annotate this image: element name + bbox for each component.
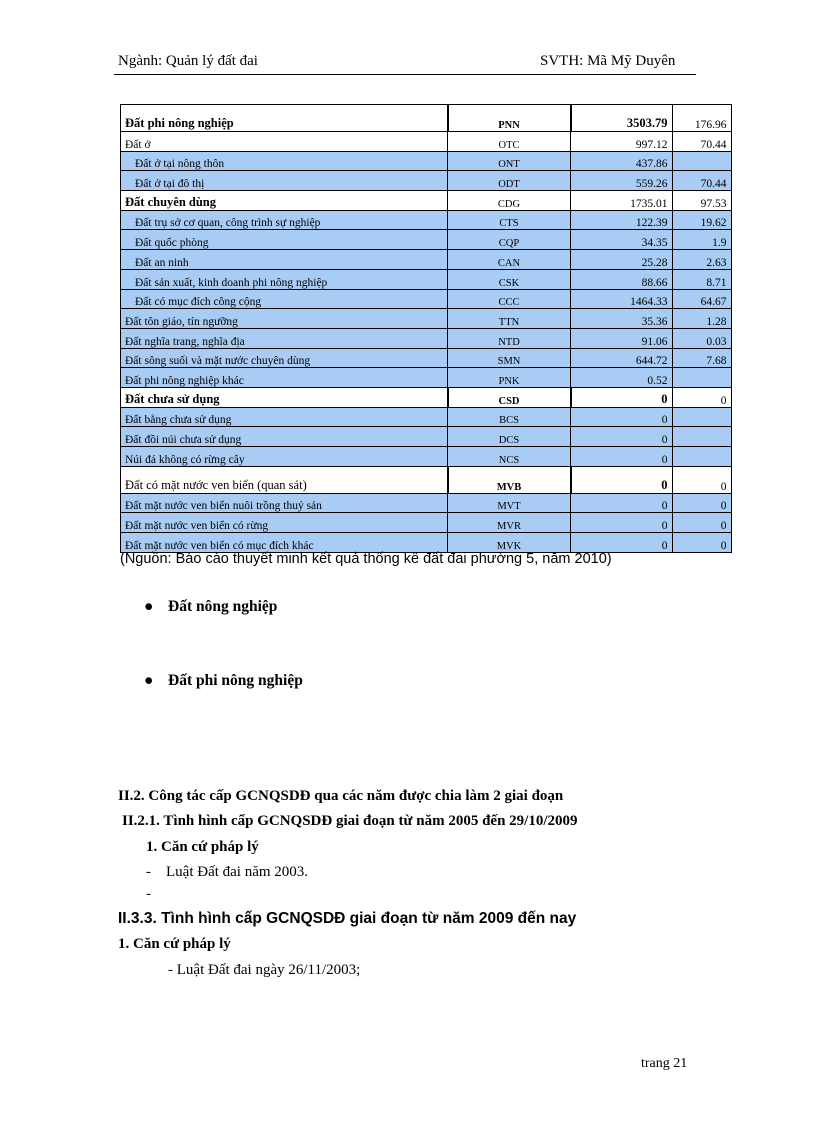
row-name: Đất mặt nước ven biển nuôi trồng thuỷ sản bbox=[121, 493, 448, 513]
table-row bbox=[121, 533, 732, 553]
row-pct: 70.44 bbox=[672, 132, 731, 152]
row-pct: 0 bbox=[672, 466, 731, 493]
row-code: MVR bbox=[448, 513, 571, 533]
row-code: NCS bbox=[448, 447, 571, 467]
row-pct: 97.53 bbox=[672, 191, 731, 211]
header-left: Ngành: Quản lý đất đai bbox=[118, 53, 258, 69]
page-number: trang 21 bbox=[641, 1056, 688, 1071]
land-use-table bbox=[120, 104, 732, 553]
row-pct: 0 bbox=[672, 533, 731, 553]
row-code: NTD bbox=[448, 328, 571, 348]
row-code: CTS bbox=[448, 210, 571, 230]
bullet-label: Đất phi nông nghiệp bbox=[168, 672, 303, 689]
table-row bbox=[121, 387, 732, 407]
row-code: OTC bbox=[448, 132, 571, 152]
row-pct: 19.62 bbox=[672, 210, 731, 230]
row-code: MVK bbox=[448, 533, 571, 553]
row-pct: 2.63 bbox=[672, 250, 731, 270]
row-pct: 0.03 bbox=[672, 328, 731, 348]
table-row bbox=[121, 466, 732, 493]
row-area: 0 bbox=[571, 493, 673, 513]
section-heading-3-3: II.3.3. Tình hình cấp GCNQSDĐ giai đoạn từ năm 2009 đến nay bbox=[118, 910, 577, 927]
row-code: BCS bbox=[448, 407, 571, 427]
bullet-dot-icon: ● bbox=[144, 672, 154, 689]
row-pct: 176.96 bbox=[672, 105, 731, 132]
row-area: 437.86 bbox=[571, 151, 673, 171]
bullet-item bbox=[144, 598, 277, 616]
row-code: CCC bbox=[448, 289, 571, 309]
row-area: 91.06 bbox=[571, 328, 673, 348]
table-row bbox=[121, 407, 732, 427]
row-area: 3503.79 bbox=[571, 105, 673, 132]
row-code: CQP bbox=[448, 230, 571, 250]
row-name: Đất nghĩa trang, nghĩa địa bbox=[121, 328, 448, 348]
row-area: 997.12 bbox=[571, 132, 673, 152]
row-name: Đất trụ sở cơ quan, công trình sự nghiệp bbox=[121, 210, 448, 230]
table-row bbox=[121, 493, 732, 513]
row-pct bbox=[672, 151, 731, 171]
row-name: Đất chưa sử dụng bbox=[121, 387, 448, 407]
row-pct bbox=[672, 447, 731, 467]
header-rule bbox=[114, 74, 696, 75]
row-area: 0 bbox=[571, 533, 673, 553]
law-item: - Luật Đất đai ngày 26/11/2003; bbox=[168, 962, 361, 978]
row-area: 1735.01 bbox=[571, 191, 673, 211]
row-area: 35.36 bbox=[571, 309, 673, 329]
legal-basis-heading: 1. Căn cứ pháp lý bbox=[146, 839, 259, 855]
source-note: (Nguồn: Báo cáo thuyết minh kết quả thống kê đất đai phường 5, năm 2010) bbox=[120, 551, 612, 567]
row-pct: 0 bbox=[672, 513, 731, 533]
row-name: Đất bằng chưa sử dụng bbox=[121, 407, 448, 427]
table-row bbox=[121, 289, 732, 309]
row-name: Đất có mặt nước ven biển (quan sát) bbox=[121, 466, 448, 493]
row-name: Đất sông suối và mặt nước chuyên dùng bbox=[121, 348, 448, 368]
bullet-dot-icon: ● bbox=[144, 598, 154, 615]
row-name: Núi đá không có rừng cây bbox=[121, 447, 448, 467]
bullet-label: Đất nông nghiệp bbox=[168, 598, 278, 615]
row-code: CSD bbox=[448, 387, 571, 407]
row-name: Đất sản xuất, kinh doanh phi nông nghiệp bbox=[121, 269, 448, 289]
row-name: Đất đồi núi chưa sử dụng bbox=[121, 427, 448, 447]
row-code: ODT bbox=[448, 171, 571, 191]
table-row bbox=[121, 269, 732, 289]
row-name: Đất quốc phòng bbox=[121, 230, 448, 250]
row-name: Đất ở bbox=[121, 132, 448, 152]
table-row bbox=[121, 230, 732, 250]
row-area: 0 bbox=[571, 447, 673, 467]
row-pct: 0 bbox=[672, 493, 731, 513]
row-pct bbox=[672, 427, 731, 447]
row-area: 559.26 bbox=[571, 171, 673, 191]
row-pct: 8.71 bbox=[672, 269, 731, 289]
row-pct: 1.9 bbox=[672, 230, 731, 250]
table-row bbox=[121, 105, 732, 132]
bullet-item bbox=[144, 672, 303, 690]
row-name: Đất mặt nước ven biển có mục đích khác bbox=[121, 533, 448, 553]
row-code: CDG bbox=[448, 191, 571, 211]
row-code: MVB bbox=[448, 466, 571, 493]
row-code: SMN bbox=[448, 348, 571, 368]
row-code: CSK bbox=[448, 269, 571, 289]
row-pct: 7.68 bbox=[672, 348, 731, 368]
row-area: 644.72 bbox=[571, 348, 673, 368]
table-row bbox=[121, 210, 732, 230]
table-row bbox=[121, 250, 732, 270]
row-area: 25.28 bbox=[571, 250, 673, 270]
row-code: CAN bbox=[448, 250, 571, 270]
table-row bbox=[121, 328, 732, 348]
row-pct: 1.28 bbox=[672, 309, 731, 329]
row-area: 0 bbox=[571, 387, 673, 407]
row-name: Đất an ninh bbox=[121, 250, 448, 270]
section-heading-2: II.2. Công tác cấp GCNQSDĐ qua các năm được chia làm 2 giai đoạn bbox=[118, 788, 564, 804]
row-pct: 70.44 bbox=[672, 171, 731, 191]
row-area: 0 bbox=[571, 427, 673, 447]
row-name: Đất ở tại đô thị bbox=[121, 171, 448, 191]
table-row bbox=[121, 132, 732, 152]
row-name: Đất mặt nước ven biển có rừng bbox=[121, 513, 448, 533]
row-name: Đất chuyên dùng bbox=[121, 191, 448, 211]
table-row bbox=[121, 427, 732, 447]
row-name: Đất ở tại nông thôn bbox=[121, 151, 448, 171]
row-pct: 0 bbox=[672, 387, 731, 407]
row-name: Đất tôn giáo, tín ngưỡng bbox=[121, 309, 448, 329]
row-area: 88.66 bbox=[571, 269, 673, 289]
row-name: Đất có mục đích công cộng bbox=[121, 289, 448, 309]
table-row bbox=[121, 309, 732, 329]
row-area: 0 bbox=[571, 407, 673, 427]
table-row bbox=[121, 191, 732, 211]
row-name: Đất phi nông nghiệp bbox=[121, 105, 448, 132]
row-code: TTN bbox=[448, 309, 571, 329]
row-code: MVT bbox=[448, 493, 571, 513]
row-pct: 64.67 bbox=[672, 289, 731, 309]
row-area: 122.39 bbox=[571, 210, 673, 230]
row-pct bbox=[672, 368, 731, 388]
row-pct bbox=[672, 407, 731, 427]
legal-basis-heading: 1. Căn cứ pháp lý bbox=[118, 936, 231, 952]
section-heading-2-1: II.2.1. Tình hình cấp GCNQSDĐ giai đoạn từ năm 2005 đến 29/10/2009 bbox=[122, 813, 578, 829]
row-area: 0 bbox=[571, 513, 673, 533]
table-row bbox=[121, 151, 732, 171]
empty-dash: - bbox=[146, 886, 151, 902]
row-code: DCS bbox=[448, 427, 571, 447]
row-code: PNN bbox=[448, 105, 571, 132]
row-code: ONT bbox=[448, 151, 571, 171]
table-row bbox=[121, 368, 732, 388]
row-area: 0 bbox=[571, 466, 673, 493]
row-area: 0.52 bbox=[571, 368, 673, 388]
row-name: Đất phi nông nghiệp khác bbox=[121, 368, 448, 388]
row-area: 34.35 bbox=[571, 230, 673, 250]
header-right: SVTH: Mã Mỹ Duyên bbox=[540, 53, 676, 69]
law-item: - Luật Đất đai năm 2003. bbox=[146, 864, 309, 880]
table-row bbox=[121, 348, 732, 368]
table-row bbox=[121, 447, 732, 467]
table-row bbox=[121, 171, 732, 191]
table-row bbox=[121, 513, 732, 533]
row-area: 1464.33 bbox=[571, 289, 673, 309]
row-code: PNK bbox=[448, 368, 571, 388]
